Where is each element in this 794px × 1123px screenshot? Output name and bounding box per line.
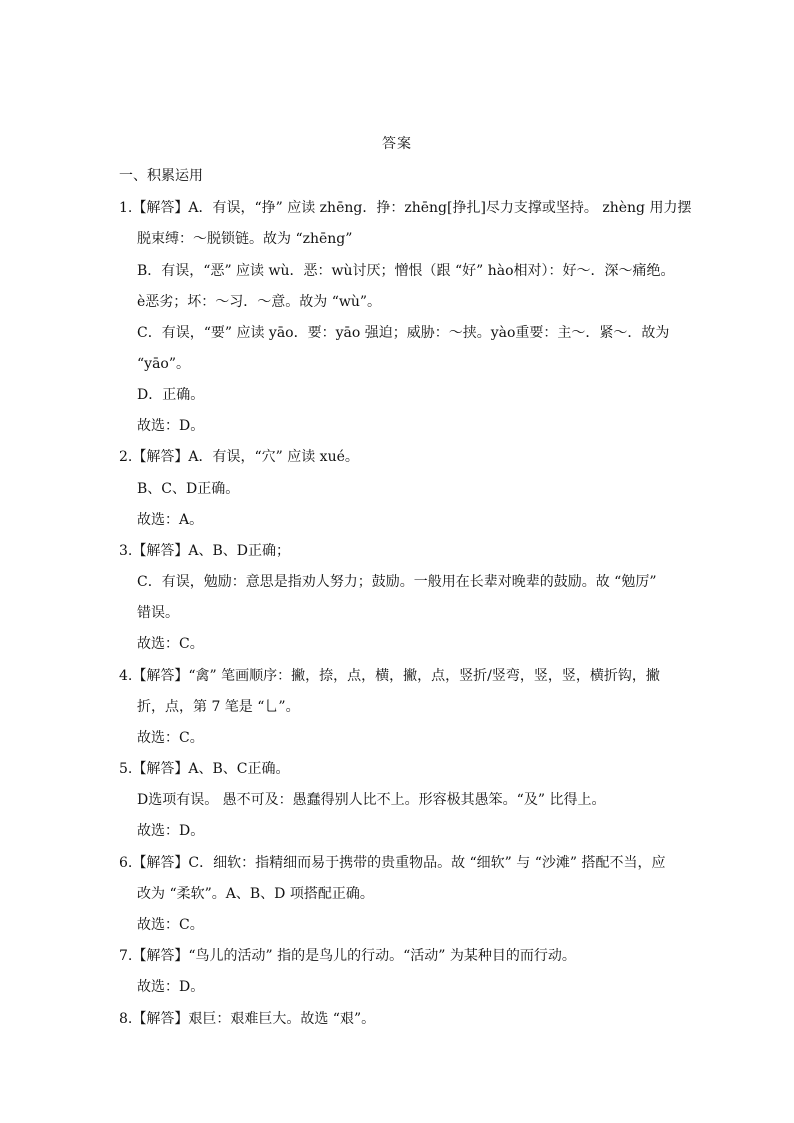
answer-3-line-4: 故选：C。 <box>137 636 204 652</box>
answer-8-line-1: 8.【解答】艰巨：艰难巨大。故选 “艰”。 <box>119 1011 376 1027</box>
answer-3-line-1: 3.【解答】A、B、D正确； <box>119 543 290 559</box>
answer-1-line-2: 脱束缚：～脱锁链。故为 “zhēng” <box>137 231 353 247</box>
answer-2-line-2: B、C、D正确。 <box>137 481 240 497</box>
answer-4-line-3: 故选：C。 <box>137 730 204 746</box>
answer-2-line-1: 2.【解答】A．有误，“穴” 应读 xué。 <box>119 449 359 465</box>
answer-2-line-3: 故选：A。 <box>137 512 204 528</box>
answer-3-line-2: C．有误，勉励：意思是指劝人努力；鼓励。一般用在长辈对晚辈的鼓励。故 “勉厉” <box>137 574 657 590</box>
answer-4-line-2: 折，点，第 7 笔是 “乚”。 <box>137 699 300 715</box>
answer-4-line-1: 4.【解答】“禽” 笔画顺序：撇，捺，点，横，撇，点，竖折/竖弯，竖，竖，横折钩，撇 <box>119 668 660 684</box>
section-heading: 一、积累运用 <box>119 168 203 184</box>
answer-1-line-4: è恶劣；坏：～习．～意。故为 “wù”。 <box>137 294 382 310</box>
answer-1-line-6: “yāo”。 <box>137 356 190 372</box>
answer-5-line-2: D选项有误。 愚不可及：愚蠢得别人比不上。形容极其愚笨。“及” 比得上。 <box>137 792 606 808</box>
answer-1-line-5: C．有误，“要” 应读 yāo．要：yāo 强迫；威胁：～挟。yào重要：主～．紧～．故为 <box>137 325 670 341</box>
answer-5-line-1: 5.【解答】A、B、C正确。 <box>119 761 290 777</box>
answer-7-line-1: 7.【解答】“鸟儿的活动” 指的是鸟儿的行动。“活动” 为某种目的而行动。 <box>119 948 576 964</box>
answer-6-line-2: 改为 “柔软”。A、B、D 项搭配正确。 <box>137 886 374 902</box>
answer-1-line-8: 故选：D。 <box>137 418 205 434</box>
answer-5-line-3: 故选：D。 <box>137 823 205 839</box>
answer-1-line-3: B．有误，“恶” 应读 wù．恶：wù讨厌；憎恨（跟 “好” hào相对）：好～．深～痛绝。 <box>137 263 675 279</box>
answer-1-line-1: 1.【解答】A．有误，“挣” 应读 zhēng．挣：zhēng[挣扎]尽力支撑或坚持。 zhèng 用力摆 <box>119 200 692 216</box>
answer-6-line-1: 6.【解答】C．细软：指精细而易于携带的贵重物品。故 “细软” 与 “沙滩” 搭配不当，应 <box>119 855 666 871</box>
answer-7-line-2: 故选：D。 <box>137 979 205 995</box>
answer-1-line-7: D．正确。 <box>137 387 205 403</box>
answer-3-line-3: 错误。 <box>137 605 179 621</box>
answer-6-line-3: 故选：C。 <box>137 917 204 933</box>
page-title: 答案 <box>382 136 412 152</box>
